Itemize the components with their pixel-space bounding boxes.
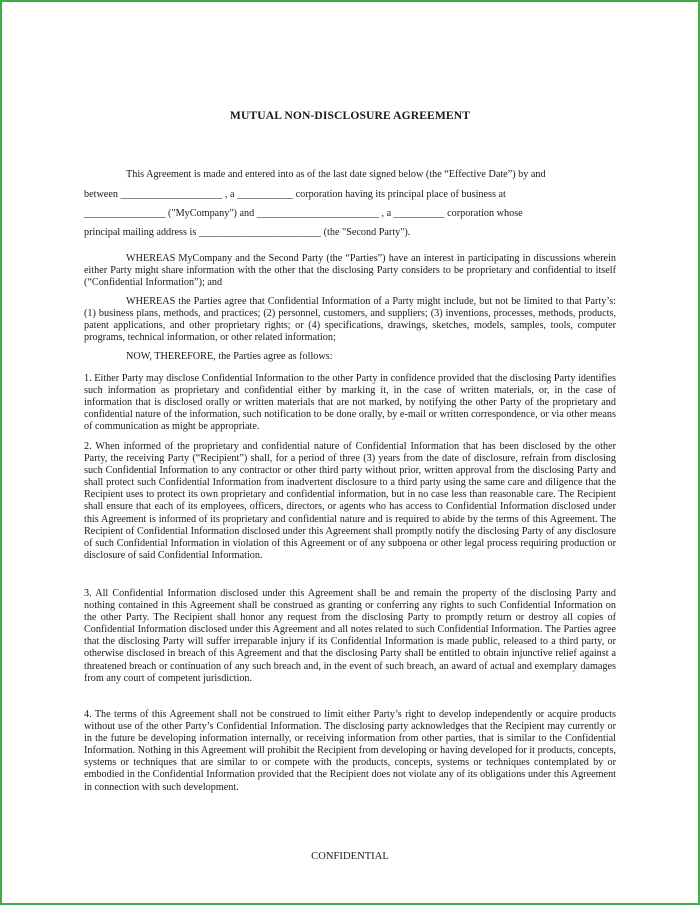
whereas-paragraph-2: WHEREAS the Parties agree that Confidential Information of a Party might include, but not be limited to that Party’s: (1) business plans, methods, and practices; (2) personnel, customers, and suppliers; (3) inventions, processes, methods, products, patent applications, and other proprietary rights; or (4) specifications, drawings, sketches, models, samples, tools, computer programs, technical information, or other related information; xyxy=(84,296,616,344)
now-therefore-paragraph: NOW, THEREFORE, the Parties agree as follows: xyxy=(126,351,333,362)
intro-line-3: ________________ ("MyCompany") and ________________________ , a __________ corporation whose xyxy=(84,208,523,219)
clause-1: 1. Either Party may disclose Confidential Information to the other Party in confidence provided that the disclosing Party identifies such information as proprietary and confidential either by marking it, in the case of written materials, or, in the case of information that is disclosed orally or written materials that are not marked, by notifying the other Party of the proprietary and confidential nature of the information, such notification to be done orally, by e-mail or written correspondence, or via other means of communication as might be appropriate. xyxy=(84,373,616,433)
footer-confidential: CONFIDENTIAL xyxy=(311,851,389,862)
clause-3: 3. All Confidential Information disclosed under this Agreement shall be and remain the property of the disclosing Party and nothing contained in this Agreement shall be construed as granting or conferring any rights to such Confidential Information on the other Party. The Recipient shall honor any request from the disclosing Party to promptly return or destroy all copies of Confidential Information disclosed under this Agreement and all notes related to such Confidential Information. The Parties agree that the disclosing Party will suffer irreparable injury if its Confidential Information is made public, released to a third party, or otherwise disclosed in breach of this Agreement and that the disclosing Party shall be entitled to obtain injunctive relief against a threatened breach or continuation of any such breach and, in the event of such breach, an award of actual and exemplary damages from any court of competent jurisdiction. xyxy=(84,588,616,684)
clause-4: 4. The terms of this Agreement shall not be construed to limit either Party’s right to develop independently or acquire products without use of the other Party’s Confidential Information. The disclosing party acknowledges that the Recipient may currently or in the future be developing information internally, or receiving information from other parties, that is similar to the Confidential Information. Nothing in this Agreement will prohibit the Recipient from developing or having developed for it products, concepts, systems or techniques that are similar to or compete with the products, concepts, systems or techniques contemplated by or embodied in the Confidential Information provided that the Recipient does not violate any of its obligations under this Agreement in connection with such development. xyxy=(84,709,616,793)
intro-line-2: between ____________________ , a ___________ corporation having its principal place of business at xyxy=(84,189,506,200)
intro-line-4: principal mailing address is ________________________ (the "Second Party"). xyxy=(84,227,411,238)
intro-line-1: This Agreement is made and entered into as of the last date signed below (the “Effective Date”) by and xyxy=(126,169,546,180)
clause-2: 2. When informed of the proprietary and confidential nature of Confidential Information that has been disclosed by the other Party, the receiving Party (“Recipient”) shall, for a period of three (3) years from the date of disclosure, refrain from disclosing such Confidential Information to any contractor or other third party without prior, written approval from the disclosing Party and shall protect such Confidential Information from inadvertent disclosure to a third party using the same care and diligence that the Recipient uses to protect its own proprietary and confidential information, but in no case less than reasonable care. The Recipient shall ensure that each of its employees, officers, directors, or agents who has access to Confidential Information disclosed under this Agreement is informed of its proprietary and confidential nature and is required to abide by the terms of this Agreement. The Recipient of Confidential Information disclosed under this Agreement shall promptly notify the disclosing Party of any disclosure of such Confidential Information in violation of this Agreement or of any subpoena or other legal process requiring production or disclosure of said Confidential Information. xyxy=(84,441,616,561)
document-title: MUTUAL NON-DISCLOSURE AGREEMENT xyxy=(229,109,471,122)
whereas-paragraph-1: WHEREAS MyCompany and the Second Party (the “Parties”) have an interest in participating in discussions wherein either Party might share information with the other that the disclosing Party considers to be proprietary and confidential to itself (“Confidential Information”); and xyxy=(84,253,616,289)
